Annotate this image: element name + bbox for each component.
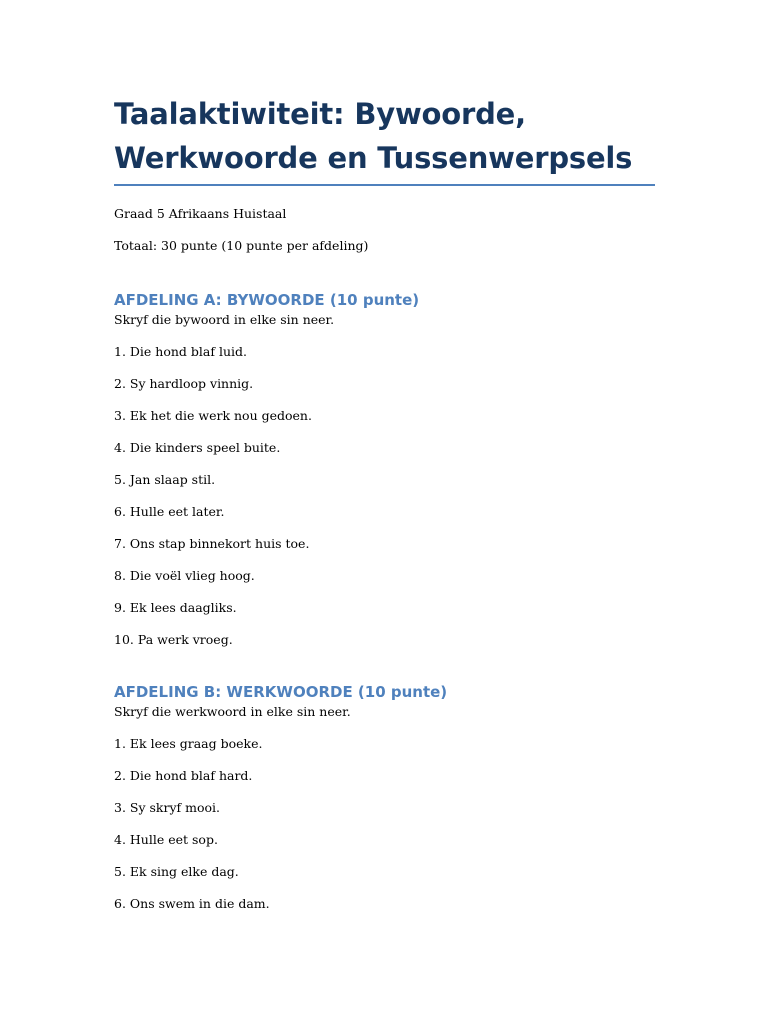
total-text: Totaal: 30 punte (10 punte per afdeling) xyxy=(114,238,369,253)
document-title: Taalaktiwiteit: Bywoorde, Werkwoorde en Tussenwerpsels xyxy=(114,97,633,175)
list-item: 8. Die voël vlieg hoog. xyxy=(114,568,255,583)
list-item: 1. Ek lees graag boeke. xyxy=(114,736,263,751)
list-item: 4. Die kinders speel buite. xyxy=(114,440,281,455)
document-page xyxy=(114,92,659,912)
list-item: 7. Ons stap binnekort huis toe. xyxy=(114,536,310,551)
section-b-list xyxy=(114,736,659,912)
section-a-heading: AFDELING A: BYWOORDE (10 punte) xyxy=(114,291,420,309)
list-item: 5. Jan slaap stil. xyxy=(114,472,216,487)
list-item: 2. Die hond blaf hard. xyxy=(114,768,253,783)
list-item: 2. Sy hardloop vinnig. xyxy=(114,376,254,391)
list-item: 10. Pa werk vroeg. xyxy=(114,632,233,647)
grade-text: Graad 5 Afrikaans Huistaal xyxy=(114,206,287,221)
list-item: 1. Die hond blaf luid. xyxy=(114,344,247,359)
list-item: 6. Ons swem in die dam. xyxy=(114,896,270,911)
list-item: 4. Hulle eet sop. xyxy=(114,832,218,847)
list-item: 3. Sy skryf mooi. xyxy=(114,800,220,815)
list-item: 5. Ek sing elke dag. xyxy=(114,864,239,879)
list-item: 3. Ek het die werk nou gedoen. xyxy=(114,408,312,423)
title-underline xyxy=(114,184,655,186)
list-item: 9. Ek lees daagliks. xyxy=(114,600,237,615)
section-a-list xyxy=(114,344,659,648)
list-item: 6. Hulle eet later. xyxy=(114,504,225,519)
section-b-instruction: Skryf die werkwoord in elke sin neer. xyxy=(114,704,351,719)
section-b-heading: AFDELING B: WERKWOORDE (10 punte) xyxy=(114,683,448,701)
section-a-instruction: Skryf die bywoord in elke sin neer. xyxy=(114,312,335,327)
